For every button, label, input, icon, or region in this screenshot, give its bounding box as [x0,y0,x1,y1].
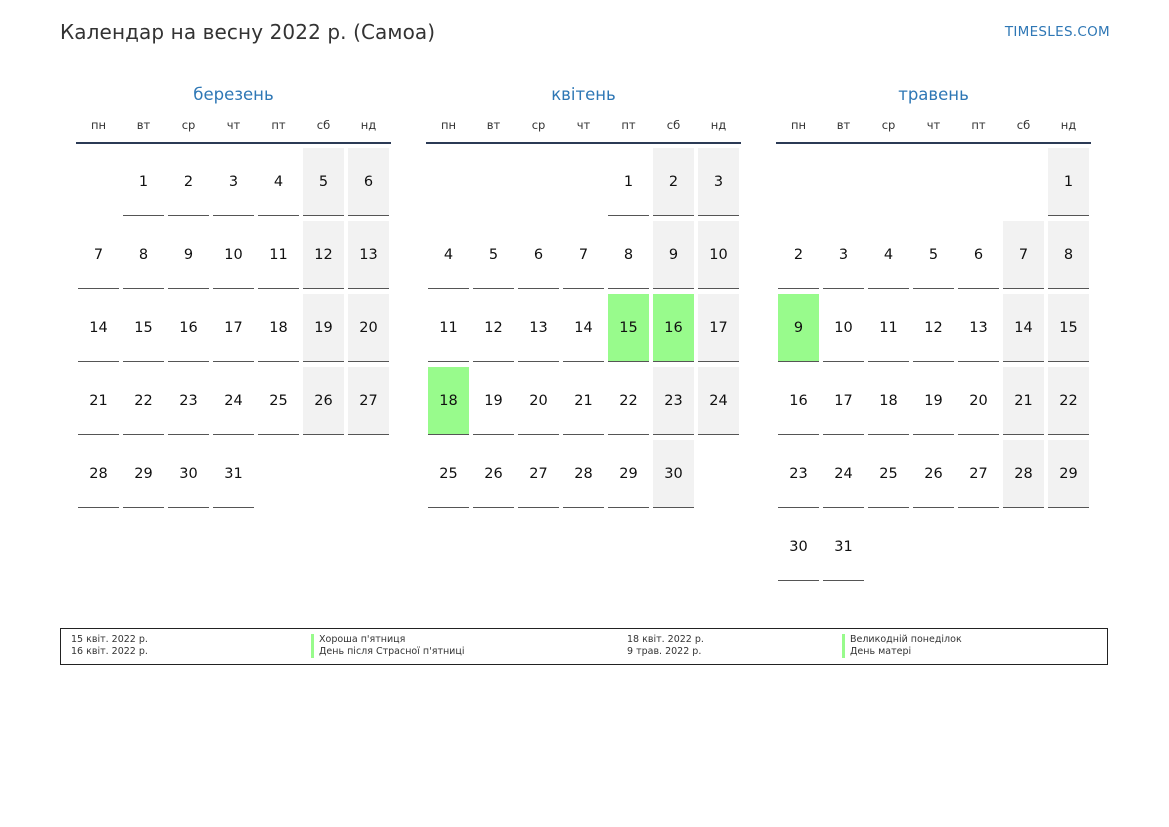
weekday-label: чт [926,118,941,132]
day-cell: 3 [213,148,254,216]
day-cell: 10 [213,221,254,289]
weekday-label: чт [226,118,241,132]
month-2 [776,80,1091,586]
day-cell: 22 [608,367,649,435]
day-cell: 2 [778,221,819,289]
week-row [776,367,1091,440]
day-cell: 19 [473,367,514,435]
week-row [76,367,391,440]
weekday-label: нд [710,118,727,132]
day-cell: 9 [168,221,209,289]
weekday-label: пн [790,118,807,132]
day-cell: 5 [913,221,954,289]
day-cell: 11 [868,294,909,362]
weekday-label: сб [316,118,331,132]
day-cell: 12 [303,221,344,289]
header-divider [776,142,1091,144]
day-cell: 14 [1003,294,1044,362]
month-name: березень [193,85,274,104]
legend-holiday-name: День матері [842,646,911,658]
weekday-label: ср [531,118,546,132]
empty-cell [868,513,909,581]
day-cell: 17 [698,294,739,362]
day-cell: 5 [303,148,344,216]
day-cell: 25 [258,367,299,435]
day-cell: 22 [1048,367,1089,435]
day-cell: 16 [778,367,819,435]
day-cell: 11 [428,294,469,362]
day-cell: 13 [348,221,389,289]
day-cell: 8 [123,221,164,289]
day-cell: 10 [823,294,864,362]
day-cell: 1 [123,148,164,216]
day-cell: 10 [698,221,739,289]
day-cell: 14 [78,294,119,362]
day-cell: 2 [653,148,694,216]
empty-cell [698,440,739,508]
day-cell: 13 [518,294,559,362]
day-cell: 26 [913,440,954,508]
day-cell: 27 [958,440,999,508]
weekday-label: пн [90,118,107,132]
month-name: квітень [551,85,616,104]
weekday-label: чт [576,118,591,132]
weekday-label: пт [621,118,636,132]
day-cell: 17 [823,367,864,435]
page-title: Календар на весну 2022 р. (Самоа) [60,20,436,44]
week-row [426,221,741,294]
legend-holiday-name: День після Страсної п'ятниці [311,646,464,658]
weekday-label: вт [486,118,501,132]
day-cell: 6 [518,221,559,289]
week-row [776,440,1091,513]
empty-cell [1003,513,1044,581]
day-cell: 18 [258,294,299,362]
day-cell: 12 [913,294,954,362]
empty-cell [823,148,864,216]
day-cell: 9 [653,221,694,289]
week-row [76,148,391,221]
day-cell: 5 [473,221,514,289]
empty-cell [303,440,344,508]
empty-cell [518,148,559,216]
empty-cell [563,148,604,216]
header-divider [76,142,391,144]
day-cell: 28 [1003,440,1044,508]
day-cell: 3 [823,221,864,289]
empty-cell [913,148,954,216]
day-cell: 30 [168,440,209,508]
day-cell: 29 [123,440,164,508]
day-cell: 21 [1003,367,1044,435]
day-cell: 27 [348,367,389,435]
week-row [426,367,741,440]
month-1 [426,80,741,513]
holiday-day-cell: 9 [778,294,819,362]
empty-cell [1003,148,1044,216]
day-cell: 22 [123,367,164,435]
day-cell: 21 [563,367,604,435]
empty-cell [258,440,299,508]
day-cell: 1 [1048,148,1089,216]
day-cell: 28 [563,440,604,508]
weekday-header [426,110,741,140]
day-cell: 30 [778,513,819,581]
day-cell: 25 [868,440,909,508]
day-cell: 29 [1048,440,1089,508]
legend-item [627,634,962,646]
day-cell: 8 [608,221,649,289]
empty-cell [473,148,514,216]
day-cell: 7 [1003,221,1044,289]
day-cell: 26 [473,440,514,508]
empty-cell [1048,513,1089,581]
weekday-label: нд [1060,118,1077,132]
month-0 [76,80,391,513]
weekday-label: пт [271,118,286,132]
legend-holiday-name: Хороша п'ятниця [311,634,405,646]
legend-item [71,646,464,658]
day-cell: 4 [258,148,299,216]
week-row [76,221,391,294]
weekday-label: сб [1016,118,1031,132]
week-row [776,294,1091,367]
weekday-label: ср [181,118,196,132]
day-cell: 1 [608,148,649,216]
day-cell: 19 [913,367,954,435]
day-cell: 11 [258,221,299,289]
day-cell: 18 [868,367,909,435]
day-cell: 4 [428,221,469,289]
empty-cell [913,513,954,581]
week-row [426,440,741,513]
weekday-header [776,110,1091,140]
day-cell: 29 [608,440,649,508]
day-cell: 23 [168,367,209,435]
holiday-day-cell: 15 [608,294,649,362]
holiday-legend [60,628,1108,665]
legend-date: 15 квіт. 2022 р. [71,634,148,645]
day-cell: 13 [958,294,999,362]
day-cell: 27 [518,440,559,508]
weekday-label: пт [971,118,986,132]
day-cell: 17 [213,294,254,362]
day-cell: 7 [78,221,119,289]
empty-cell [428,148,469,216]
month-name: травень [898,85,969,104]
weekday-label: нд [360,118,377,132]
empty-cell [778,148,819,216]
day-cell: 19 [303,294,344,362]
day-cell: 28 [78,440,119,508]
day-cell: 25 [428,440,469,508]
week-row [776,221,1091,294]
empty-cell [868,148,909,216]
week-row [776,513,1091,586]
day-cell: 23 [653,367,694,435]
day-cell: 7 [563,221,604,289]
day-cell: 16 [168,294,209,362]
day-cell: 8 [1048,221,1089,289]
empty-cell [958,148,999,216]
empty-cell [348,440,389,508]
day-cell: 24 [823,440,864,508]
empty-cell [958,513,999,581]
holiday-day-cell: 18 [428,367,469,435]
legend-date: 9 трав. 2022 р. [627,646,702,657]
day-cell: 31 [823,513,864,581]
site-link[interactable]: TIMESLES.COM [1004,24,1110,40]
weekday-label: ср [881,118,896,132]
day-cell: 6 [958,221,999,289]
day-cell: 6 [348,148,389,216]
day-cell: 14 [563,294,604,362]
empty-cell [78,148,119,216]
legend-item [627,646,911,658]
day-cell: 3 [698,148,739,216]
day-cell: 12 [473,294,514,362]
day-cell: 23 [778,440,819,508]
day-cell: 4 [868,221,909,289]
day-cell: 20 [518,367,559,435]
weekday-header [76,110,391,140]
day-cell: 2 [168,148,209,216]
week-row [76,440,391,513]
week-row [776,148,1091,221]
day-cell: 21 [78,367,119,435]
day-cell: 24 [698,367,739,435]
day-cell: 20 [958,367,999,435]
header-divider [426,142,741,144]
day-cell: 24 [213,367,254,435]
day-cell: 26 [303,367,344,435]
day-cell: 31 [213,440,254,508]
weekday-label: сб [666,118,681,132]
day-cell: 15 [123,294,164,362]
week-row [76,294,391,367]
day-cell: 30 [653,440,694,508]
legend-item [71,634,405,646]
legend-holiday-name: Великодній понеділок [842,634,962,646]
week-row [426,294,741,367]
legend-date: 18 квіт. 2022 р. [627,634,704,645]
weekday-label: вт [836,118,851,132]
weekday-label: пн [440,118,457,132]
legend-date: 16 квіт. 2022 р. [71,646,148,657]
holiday-day-cell: 16 [653,294,694,362]
week-row [426,148,741,221]
day-cell: 20 [348,294,389,362]
day-cell: 15 [1048,294,1089,362]
weekday-label: вт [136,118,151,132]
